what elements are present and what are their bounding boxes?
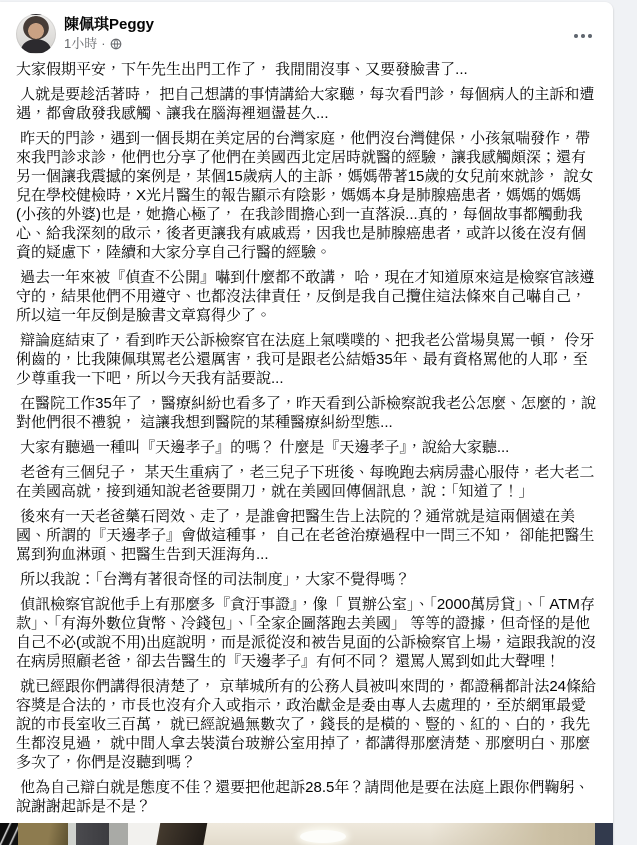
timestamp[interactable]: 1小時 — [64, 36, 98, 51]
photo-shape-gap — [68, 823, 76, 845]
post-paragraph: 所以我說：「台灣有著很奇怪的司法制度」，大家不覺得嗎？ — [16, 571, 411, 588]
photo-shape-right-shade — [430, 823, 597, 845]
globe-icon — [110, 38, 122, 50]
meta-separator: · — [101, 36, 106, 51]
author-name[interactable]: 陳佩琪Peggy — [64, 16, 155, 33]
post-paragraph: 就已經跟你們講得很清楚了， 京華城所有的公務人員被叫來問的，都證稱都計法24條給容獎是合法的，市長也沒有介入或指示，政治獻金是委由專人去處理的，至於網軍最愛說的市長室收三百萬， 就已經說過無數次了，錢長的是橫的、豎的、紅的、白的，我先生都沒見過， 就中間人拿去裝潢台玻辦公室用掉了，都講得那麼清楚、那麼明白、那麼多次了，你們是沒聽到嗎？ — [16, 678, 597, 771]
author-block — [64, 14, 154, 52]
post-meta — [64, 36, 154, 52]
post-attached-photo[interactable] — [0, 823, 613, 845]
post-paragraph: 辯論庭結束了，看到昨天公訴檢察官在法庭上氣噗噗的、把我老公當場臭罵一頓， 伶牙俐齒的，比我陳佩琪罵老公還厲害，我可是跟老公結婚35年、最有資格罵他的人耶，至少尊重我一下吧，所以今天我有話要說... — [16, 332, 595, 387]
photo-shape-dark-beam — [156, 823, 208, 845]
post-paragraph: 過去一年來被『偵查不公開』嚇到什麼都不敢講， 哈，現在才知道原來這是檢察官該遵守的，結果他們不用遵守、也都沒法律責任，反倒是我自己攬住這法條來自己嚇自己，所以這一年反倒是臉書文章寫得少了。 — [16, 269, 595, 324]
post-paragraph: 大家假期平安，下午先生出門工作了， 我閒閒沒事、又要發臉書了... — [16, 61, 468, 78]
avatar[interactable] — [16, 14, 56, 54]
post-paragraph: 後來有一天老爸藥石罔效、走了，是誰會把醫生告上法院的？通常就是這兩個遠在美國、所謂的『天邊孝子』會做這種事， 自己在老爸治療過程中一問三不知， 卻能把醫生罵到狗血淋頭、把醫生告到天涯海角... — [16, 508, 595, 563]
post-card — [0, 2, 613, 845]
ellipsis-icon — [581, 34, 585, 38]
post-paragraph: 偵訊檢察官說他手上有那麼多『貪汙事證』，像「 買辦公室」、「2000萬房貸」、「 ATM存款」、「有海外數位貨幣、冷錢包」、「全家企圖落跑去美國」 等等的證據，但奇怪的是他自己不必(或說不用)出庭說明，而是派從沒和被告見面的公訴檢察官上場，這跟我說的沒在病房照顧老爸，卻去告醫生的『天邊孝子』有何不同？ 還罵人罵到如此大聲哩！ — [16, 596, 596, 670]
post-paragraph: 在醫院工作35年了 ，醫療糾紛也看多了，昨天看到公訴檢察說我老公怎麼、怎麼的，說對他們很不禮貌， 這讓我想到醫院的某種醫療糾紛型態... — [16, 395, 597, 431]
post-paragraph: 大家有聽過一種叫『天邊孝子』的嗎？ 什麼是『天邊孝子』，說給大家聽... — [16, 439, 510, 456]
post-header — [0, 2, 613, 58]
post-paragraph: 昨天的門診，遇到一個長期在美定居的台灣家庭，他們沒台灣健保，小孩氣喘發作，帶來我門診求診，他們也分享了他們在美國西北定居時就醫的經驗，讓我感觸頗深；還有另一個讓我震撼的案例是，某個15歲病人的主訴，媽媽帶著15歲的女兒前來就診， 說女兒在學校健檢時，X光片醫生的報告顯示有陰影，媽媽本身是肺腺癌患者，媽媽的媽媽(小孩的外婆)也是，她擔心極了， 在我診間擔心到一直落淚...真的，每個故事都觸動我心、給我深刻的啟示，後者更讓我有戚戚焉，因我也是肺腺癌患者，或許以後在沒有個資的疑慮下，陸續和大家分享自己行醫的經驗。 — [16, 130, 594, 261]
post-paragraph: 他為自己辯白就是態度不佳？還要把他起訴28.5年？請問他是要在法庭上跟你們鞠躬、說謝謝起訴是不是？ — [16, 779, 590, 815]
ceiling-light — [300, 830, 346, 843]
post-body — [0, 58, 613, 816]
photo-shape-left-frame — [0, 823, 20, 845]
photo-shape-navy-edge — [595, 823, 613, 845]
photo-shape-tan-wall — [18, 823, 68, 845]
post-paragraph: 老爸有三個兒子， 某天生重病了，老三兒子下班後、每晚跑去病房盡心服侍，老大老二在美國高就，接到通知說老爸要開刀，就在美國回傳個訊息，說：「知道了！」 — [16, 464, 595, 500]
photo-shape-dark-pillar — [76, 823, 109, 845]
more-options-button[interactable] — [567, 20, 599, 52]
post-paragraph: 人就是要趁活著時， 把自己想講的事情講給大家聽，每次看門診，每個病人的主訴和遭遇，都會啟發我感觸、讓我在腦海裡迴盪甚久... — [16, 86, 595, 122]
photo-shape-gray-strip — [109, 823, 128, 845]
